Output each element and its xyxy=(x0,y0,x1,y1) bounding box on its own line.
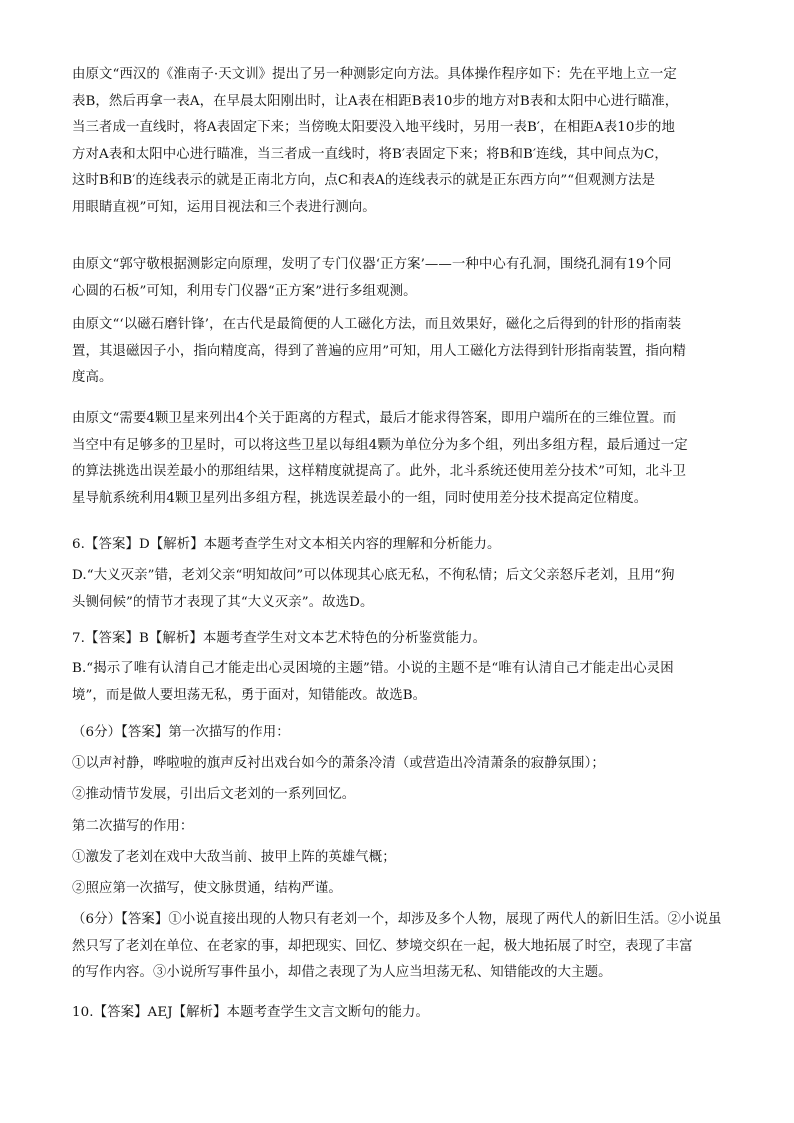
text-line: ①以声衬静，哗啦啦的旗声反衬出戏台如今的萧条冷清（或营造出冷清萧条的寂静氛围）； xyxy=(72,756,605,771)
answer-7-heading xyxy=(72,626,732,653)
text-line: 7.【答案】B【解析】本题考查学生对文本艺术特色的分析鉴赏能力。 xyxy=(72,631,487,646)
answer-8-point-1 xyxy=(72,751,732,778)
text-line: 心圆的石板”可知，利用专门仪器“正方案”进行多组观测。 xyxy=(72,283,417,299)
answer-8-second-heading xyxy=(72,814,732,841)
answer-8-second-point-1 xyxy=(72,845,732,872)
text-line: 星导航系统利用4颗卫星列出多组方程，挑选误差最小的一组，同时使用差分技术提高定位精度。 xyxy=(72,490,648,506)
text-line: B.“揭示了唯有认清自己才能走出心灵困境的主题”错。小说的主题不是“唯有认清自己才能走出心灵困 xyxy=(72,661,674,676)
text-line: 6.【答案】D【解析】本题考查学生对文本相关内容的理解和分析能力。 xyxy=(72,537,501,552)
text-line: 度高。 xyxy=(72,370,113,385)
answer-9 xyxy=(72,907,732,987)
text-line: 由原文“郭守敬根据测影定向原理，发明了专门仪器‘正方案’——一种中心有孔洞，围绕孔洞有19个同 xyxy=(72,257,672,272)
answer-7-explanation xyxy=(72,656,732,709)
text-line: D.“大义灭亲”错，老刘父亲“明知故问”可以体现其心底无私，不徇私情；后文父亲怒斥老刘，且用“狗 xyxy=(72,568,675,583)
text-line: ②照应第一次描写，使文脉贯通，结构严谨。 xyxy=(72,881,342,896)
text-line: 的算法挑选出误差最小的那组结果，这样精度就提高了。此外，北斗系统还使用差分技术”可知，北斗卫 xyxy=(72,464,687,479)
text-line: 置，其退磁因子小，指向精度高，得到了普遍的应用”可知，用人工磁化方法得到针形指南装置，指向精 xyxy=(72,343,687,359)
text-line: 当三者成一直线时，将A表固定下来；当傍晚太阳要没入地平线时，另用一表B′，在相距A表10步的地 xyxy=(72,120,675,135)
text-line: 境”，而是做人要坦荡无私，勇于面对，知错能改。故选B。 xyxy=(72,687,427,703)
text-line: 第二次描写的作用： xyxy=(72,819,194,834)
text-line: 方对A表和太阳中心进行瞄准，当三者成一直线时，将B′表固定下来；将B和B′连线，其中间点为C， xyxy=(72,146,668,162)
paragraph-huainanzi-method xyxy=(72,62,732,221)
text-line: （6分）【答案】第一次描写的作用： xyxy=(72,725,290,740)
text-line: 由原文“‘以磁石磨针锋’，在古代是最简便的人工磁化方法，而且效果好，磁化之后得到的针形的指南装 xyxy=(72,317,682,332)
paragraph-magnetization xyxy=(72,312,732,392)
text-line: ①激发了老刘在戏中大敌当前、披甲上阵的英雄气概； xyxy=(72,850,396,865)
answer-6-explanation xyxy=(72,563,732,616)
text-line: 当空中有足够多的卫星时，可以将这些卫星以每组4颗为单位分为多个组，列出多组方程，最后通过一定 xyxy=(72,437,688,453)
paragraph-beidou xyxy=(72,406,732,512)
text-line: 用眼睛直视”可知，运用目视法和三个表进行测向。 xyxy=(72,199,376,215)
text-line: 的写作内容。③小说所写事件虽小，却借之表现了为人应当坦荡无私、知错能改的大主题。 xyxy=(72,965,612,980)
text-line: 这时B和B′的连线表示的就是正南北方向，点C和表A的连线表示的就是正东西方向”“但观测方法是 xyxy=(72,173,656,188)
text-line: 然只写了老刘在单位、在老家的事，却把现实、回忆、梦境交织在一起，极大地拓展了时空，表现了丰富 xyxy=(72,938,693,954)
answer-10-heading xyxy=(72,1000,732,1027)
answer-8-second-point-2 xyxy=(72,876,732,903)
answer-8-heading xyxy=(72,720,732,747)
text-line: 10.【答案】AEJ【解析】本题考查学生文言文断句的能力。 xyxy=(72,1005,429,1020)
answer-6-heading xyxy=(72,532,732,559)
text-line: 由原文“西汉的《淮南子·天文训》提出了另一种测影定向方法。具体操作程序如下：先在平地上立一定 xyxy=(72,67,677,82)
text-line: 头铡伺候”的情节才表现了其“大义灭亲”。故选D。 xyxy=(72,594,374,610)
paragraph-guo-shoujing xyxy=(72,252,732,305)
text-line: 由原文“需要4颗卫星来列出4个关于距离的方程式，最后才能求得答案，即用户端所在的三维位置。而 xyxy=(72,411,677,426)
text-line: 表B，然后再拿一表A，在早晨太阳刚出时，让A表在相距B表10步的地方对B表和太阳中心进行瞄准， xyxy=(72,93,679,109)
answer-8-point-2 xyxy=(72,782,732,809)
text-line: ②推动情节发展，引出后文老刘的一系列回忆。 xyxy=(72,787,356,802)
text-line: （6分）【答案】①小说直接出现的人物只有老刘一个，却涉及多个人物，展现了两代人的新旧生活。②小说虽 xyxy=(72,912,722,927)
